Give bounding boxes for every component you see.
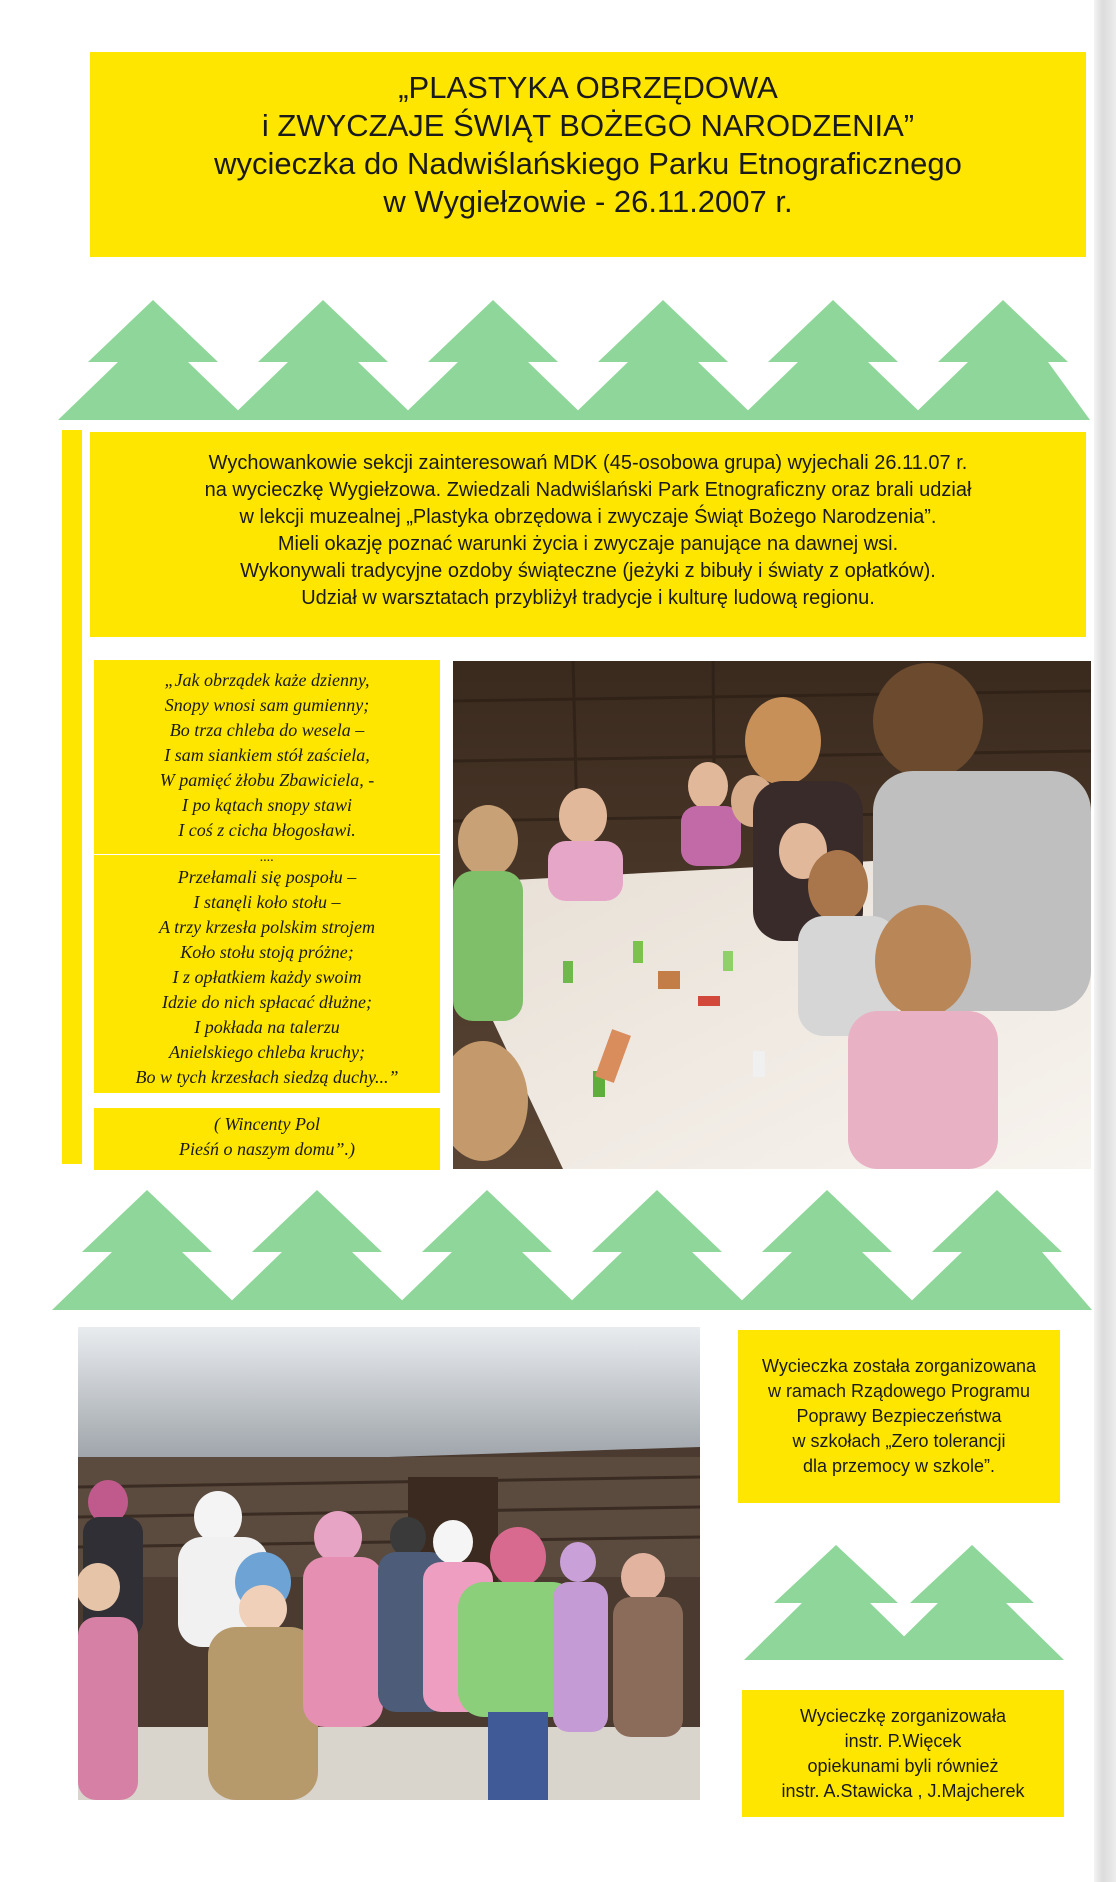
poem-author: ( Wincenty Pol [214, 1114, 320, 1134]
poem-line: W pamięć żłobu Zbawiciela, - [159, 770, 375, 790]
poem-separator: .... [260, 850, 274, 865]
christmas-tree-icon [744, 1545, 1064, 1660]
organizers-note-box [742, 1690, 1064, 1817]
organizers-note-line: opiekunami byli również [807, 1756, 999, 1776]
poem-attribution-box [94, 1108, 440, 1170]
poem-line: Koło stołu stoją próżne; [180, 942, 354, 962]
tree-border-middle [52, 1190, 1092, 1310]
tree-border-small [744, 1545, 1064, 1660]
workshop-photo [453, 661, 1091, 1169]
poem-line: I coś z cicha błogosławi. [178, 820, 356, 840]
poem-line: A trzy krzesła polskim strojem [159, 917, 375, 937]
poem-line: Bo trza chleba do wesela – [169, 720, 365, 740]
program-note-line: dla przemocy w szkole”. [802, 1456, 996, 1476]
poem-line: I z opłatkiem każdy swoim [172, 967, 362, 987]
poem-line: I stanęli koło stołu – [193, 892, 341, 912]
poem-line: Snopy wnosi sam gumienny; [164, 695, 370, 715]
header-title-line: i ZWYCZAJE ŚWIĄT BOŻEGO NARODZENIA” [261, 108, 915, 143]
poem-line: Anielskiego chleba kruchy; [169, 1042, 365, 1062]
header-subtitle-line: wycieczka do Nadwiślańskiego Parku Etnograficznego [214, 146, 962, 181]
program-note-box [738, 1330, 1060, 1503]
poem-source: Pieśń o naszym domu”.) [179, 1139, 355, 1159]
poem-line: Przełamali się pospołu – [177, 867, 357, 887]
organizers-note-line: instr. A.Stawicka , J.Majcherek [781, 1781, 1025, 1801]
program-note-line: w ramach Rządowego Programu [767, 1381, 1031, 1401]
intro-line: na wycieczkę Wygiełzowa. Zwiedzali Nadwiślański Park Etnograficzny oraz brali udział [204, 479, 972, 501]
intro-line: Mieli okazję poznać warunki życia i zwyczaje panujące na dawnej wsi. [277, 533, 899, 555]
group-photo [78, 1327, 700, 1800]
intro-line: Udział w warsztatach przybliżył tradycje i kulturę ludową regionu. [301, 587, 875, 609]
poem-line: I sam siankiem stół zaściela, [164, 745, 370, 765]
poem-line: Bo w tych krzesłach siedzą duchy...” [135, 1067, 399, 1087]
intro-line: Wychowankowie sekcji zainteresowań MDK (45-osobowa grupa) wyjechali 26.11.07 r. [208, 452, 968, 474]
intro-text-box [90, 432, 1086, 637]
organizers-note-line: Wycieczkę zorganizowała [800, 1706, 1006, 1726]
program-note-line: Wycieczka została zorganizowana [762, 1356, 1036, 1376]
header-date-line: w Wygiełzowie - 26.11.2007 r. [383, 184, 793, 219]
poem-line: I pokłada na talerzu [194, 1017, 340, 1037]
poem-line: Idzie do nich spłacać dłużne; [162, 992, 372, 1012]
left-yellow-bar [62, 430, 82, 1164]
poem-stanza-2 [94, 850, 440, 1093]
program-note-line: Poprawy Bezpieczeństwa [796, 1406, 1002, 1426]
poem-stanza-1 [94, 660, 440, 854]
organizers-note-line: instr. P.Więcek [844, 1731, 962, 1751]
header-title-line: „PLASTYKA OBRZĘDOWA [398, 70, 778, 105]
intro-line: w lekcji muzealnej „Plastyka obrzędowa i zwyczaje Świąt Bożego Narodzenia”. [239, 506, 937, 528]
christmas-tree-icon [52, 1190, 1092, 1310]
poem-line: I po kątach snopy stawi [182, 795, 352, 815]
header-title-box [90, 52, 1086, 257]
tree-border-top [58, 300, 1090, 420]
christmas-tree-icon [58, 300, 1090, 420]
program-note-line: w szkołach „Zero tolerancji [792, 1431, 1006, 1451]
page-edge [1094, 0, 1116, 1882]
intro-line: Wykonywali tradycyjne ozdoby świąteczne (jeżyki z bibuły i światy z opłatków). [240, 560, 936, 582]
poem-line: „Jak obrządek każe dzienny, [164, 670, 370, 690]
